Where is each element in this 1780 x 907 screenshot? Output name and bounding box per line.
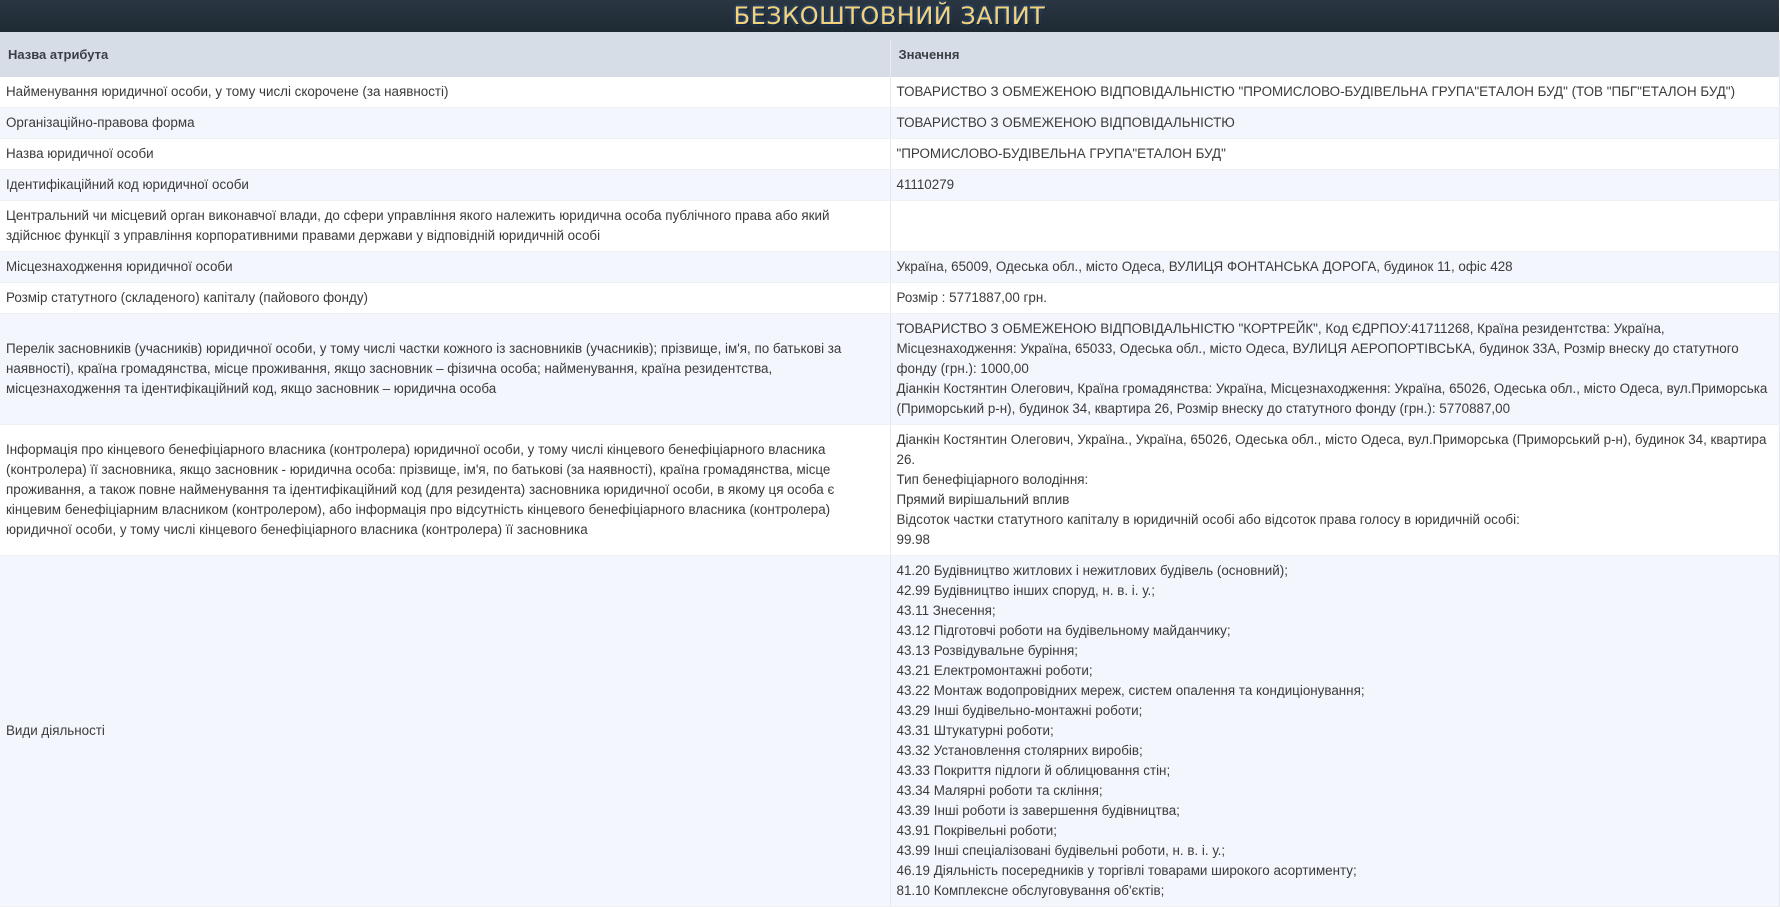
founder-entry: ТОВАРИСТВО З ОБМЕЖЕНОЮ ВІДПОВІДАЛЬНІСТЮ "КОРТРЕЙК", Код ЄДРПОУ:41711268, Країна резидентства: Україна, Місцезнаходження: Україна, 65033, Одеська обл., місто Одеса, ВУЛИЦЯ АЕРОПОРТІВСЬКА, будинок 33А, Розмір внеску до статутного фонду (грн.): 1000,00 [896, 321, 1739, 376]
table-row [0, 170, 1779, 201]
attr-label: Центральний чи місцевий орган виконавчої влади, до сфери управління якого належить юридична особа публічного права або який здійснює функції з управління корпоративними правами держави у відповідній юридичній особі [0, 201, 890, 252]
column-header-value: Значення [890, 40, 1779, 77]
table-row [0, 139, 1779, 170]
top-banner [0, 0, 1779, 40]
attr-label: Назва юридичної особи [0, 139, 890, 170]
activity-item: 42.99 Будівництво інших споруд, н. в. і. у.; [896, 583, 1155, 598]
activity-item: 43.29 Інші будівельно-монтажні роботи; [896, 703, 1143, 718]
activity-item: 43.31 Штукатурні роботи; [896, 723, 1054, 738]
attr-value-activities [890, 556, 1779, 907]
activity-item: 41.20 Будівництво житлових і нежитлових будівель (основний); [896, 563, 1288, 578]
attr-label: Організаційно-правова форма [0, 108, 890, 139]
attr-value: Україна, 65009, Одеська обл., місто Одеса, ВУЛИЦЯ ФОНТАНСЬКА ДОРОГА, будинок 11, офіс 428 [890, 252, 1779, 283]
attr-value: ТОВАРИСТВО З ОБМЕЖЕНОЮ ВІДПОВІДАЛЬНІСТЮ [890, 108, 1779, 139]
table-header-row [0, 40, 1779, 77]
beneficiary-line: Прямий вирішальний вплив [896, 492, 1070, 507]
beneficiary-line: Тип бенефіціарного володіння: [896, 472, 1089, 487]
beneficiary-line: 99.98 [896, 532, 931, 547]
activity-item: 43.99 Інші спеціалізовані будівельні роботи, н. в. і. у.; [896, 843, 1226, 858]
attr-label: Види діяльності [0, 556, 890, 907]
table-row [0, 201, 1779, 252]
activity-item: 43.91 Покрівельні роботи; [896, 823, 1057, 838]
activity-item: 81.10 Комплексне обслуговування об'єктів; [896, 883, 1165, 898]
column-header-attribute: Назва атрибута [0, 40, 890, 77]
table-row [0, 425, 1779, 556]
page-title: БЕЗКОШТОВНИЙ ЗАПИТ [733, 2, 1046, 30]
table-row [0, 556, 1779, 907]
table-row [0, 108, 1779, 139]
founder-entry: Діанкін Костянтин Олегович, Країна громадянства: Україна, Місцезнаходження: Україна, 65026, Одеська обл., місто Одеса, вул.Приморська (Приморський р-н), будинок 34, квартира 26, Розмір внеску до статутного фонду (грн.): 5770887,00 [896, 381, 1768, 416]
activity-item: 43.22 Монтаж водопровідних мереж, систем опалення та кондиціонування; [896, 683, 1365, 698]
attr-label: Перелік засновників (учасників) юридичної особи, у тому числі частки кожного із засновників (учасників); прізвище, ім'я, по батькові за наявності), країна громадянства, місце проживання, якщо засновник – фізична особа; найменування, країна резидентства, місцезнаходження та ідентифікаційний код, якщо засновник – юридична особа [0, 314, 890, 425]
attr-label: Ідентифікаційний код юридичної особи [0, 170, 890, 201]
attr-value: 41110279 [890, 170, 1779, 201]
activity-item: 43.21 Електромонтажні роботи; [896, 663, 1093, 678]
attr-value-founders [890, 314, 1779, 425]
attr-label: Інформація про кінцевого бенефіціарного власника (контролера) юридичної особи, у тому числі кінцевого бенефіціарного власника (контролера) її засновника, якщо засновник - юридична особа: прізвище, ім'я, по батькові (за наявності), країна громадянства, місце проживання, а також повне найменування та ідентифікаційний код (для резидента) засновника юридичної особи, в якому ця особа є кінцевим бенефіціарним власником (контролером), або інформація про відсутність кінцевого бенефіціарного власника (контролера) юридичної особи, у тому числі кінцевого бенефіціарного власника (контролера) її засновника [0, 425, 890, 556]
activity-item: 43.13 Розвідувальне буріння; [896, 643, 1078, 658]
activity-item: 43.34 Малярні роботи та скління; [896, 783, 1103, 798]
activity-item: 43.32 Установлення столярних виробів; [896, 743, 1143, 758]
activity-item: 43.12 Підготовчі роботи на будівельному майданчику; [896, 623, 1231, 638]
table-row [0, 77, 1779, 108]
attr-label: Місцезнаходження юридичної особи [0, 252, 890, 283]
attr-value [890, 201, 1779, 252]
table-row [0, 283, 1779, 314]
attr-label: Розмір статутного (складеного) капіталу (пайового фонду) [0, 283, 890, 314]
table-row [0, 252, 1779, 283]
activity-item: 43.39 Інші роботи із завершення будівництва; [896, 803, 1180, 818]
activity-item: 43.11 Знесення; [896, 603, 996, 618]
attr-value: ТОВАРИСТВО З ОБМЕЖЕНОЮ ВІДПОВІДАЛЬНІСТЮ "ПРОМИСЛОВО-БУДІВЕЛЬНА ГРУПА"ЕТАЛОН БУД" (ТОВ "ПБГ"ЕТАЛОН БУД") [890, 77, 1779, 108]
activity-item: 46.19 Діяльність посередників у торгівлі товарами широкого асортименту; [896, 863, 1357, 878]
attr-label: Найменування юридичної особи, у тому числі скорочене (за наявності) [0, 77, 890, 108]
beneficiary-line: Діанкін Костянтин Олегович, Україна., Україна, 65026, Одеська обл., місто Одеса, вул.Приморська (Приморський р-н), будинок 34, квартира 26. [896, 432, 1767, 467]
activity-item: 43.33 Покриття підлоги й облицювання стін; [896, 763, 1171, 778]
beneficiary-line: Відсоток частки статутного капіталу в юридичній особі або відсоток права голосу в юридичній особі: [896, 512, 1520, 527]
attr-value-beneficiary [890, 425, 1779, 556]
attr-value: "ПРОМИСЛОВО-БУДІВЕЛЬНА ГРУПА"ЕТАЛОН БУД" [890, 139, 1779, 170]
attributes-table [0, 40, 1780, 907]
attr-value: Розмір : 5771887,00 грн. [890, 283, 1779, 314]
table-row [0, 314, 1779, 425]
